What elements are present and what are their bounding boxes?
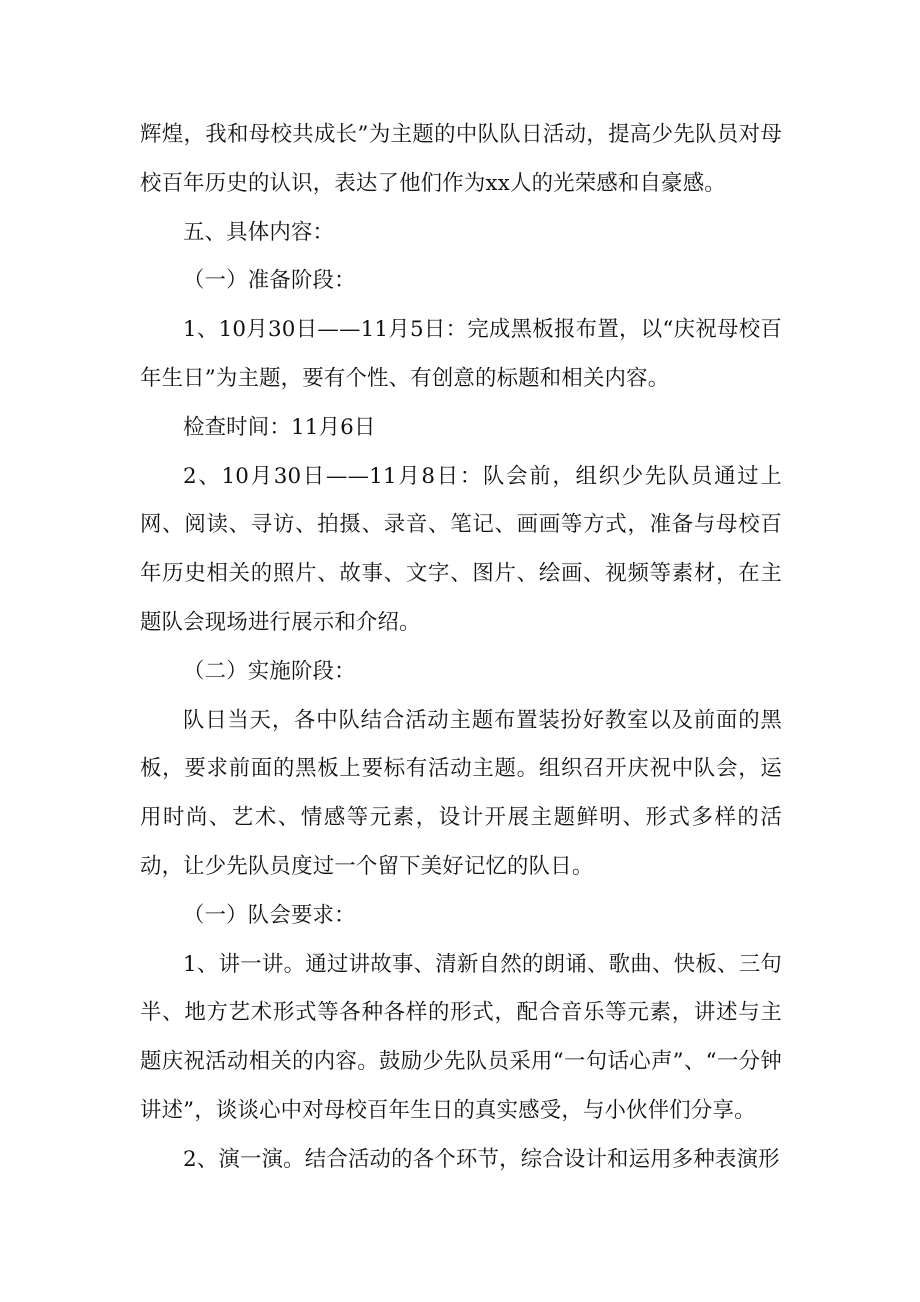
paragraph-perform: 2、演一演。结合活动的各个环节，综合设计和运用多种表演形 bbox=[183, 1146, 780, 1172]
section-heading-specific-content: 五、具体内容： bbox=[183, 219, 335, 245]
paragraph-material-preparation: 2、10月30日——11月8日：队会前，组织少先队员通过上网、阅读、寻访、拍摄、录音、笔记、画画等方式，准备与母校百年历史相关的照片、故事、文字、图片、绘画、视频等素材，在主题队会现场进行展示和介绍。 bbox=[140, 463, 782, 635]
paragraph-blackboard-task: 1、10月30日——11月5日：完成黑板报布置，以“庆祝母校百年生日”为主题，要有个性、有创意的标题和相关内容。 bbox=[140, 317, 782, 391]
subheading-preparation-stage: （一）准备阶段： bbox=[183, 268, 356, 294]
document-body bbox=[140, 111, 782, 1185]
subheading-implementation-stage: （二）实施阶段： bbox=[183, 658, 356, 684]
paragraph-activity-day: 队日当天，各中队结合活动主题布置装扮好教室以及前面的黑板，要求前面的黑板上要标有活动主题。组织召开庆祝中队会，运用时尚、艺术、情感等元素，设计开展主题鲜明、形式多样的活动，让少先队员度过一个留下美好记忆的队日。 bbox=[140, 707, 782, 879]
paragraph-intro-continuation: 辉煌，我和母校共成长”为主题的中队队日活动，提高少先队员对母校百年历史的认识，表达了他们作为xx人的光荣感和自豪感。 bbox=[140, 122, 782, 196]
paragraph-tell-stories: 1、讲一讲。通过讲故事、清新自然的朗诵、歌曲、快板、三句半、地方艺术形式等各种各样的形式，配合音乐等元素，讲述与主题庆祝活动相关的内容。鼓励少先队员采用“一句话心声”、“一分钟讲述”，谈谈心中对母校百年生日的真实感受，与小伙伴们分享。 bbox=[140, 951, 782, 1123]
subheading-meeting-requirements: （一）队会要求： bbox=[183, 902, 356, 928]
paragraph-check-date: 检查时间：11月6日 bbox=[183, 414, 376, 440]
